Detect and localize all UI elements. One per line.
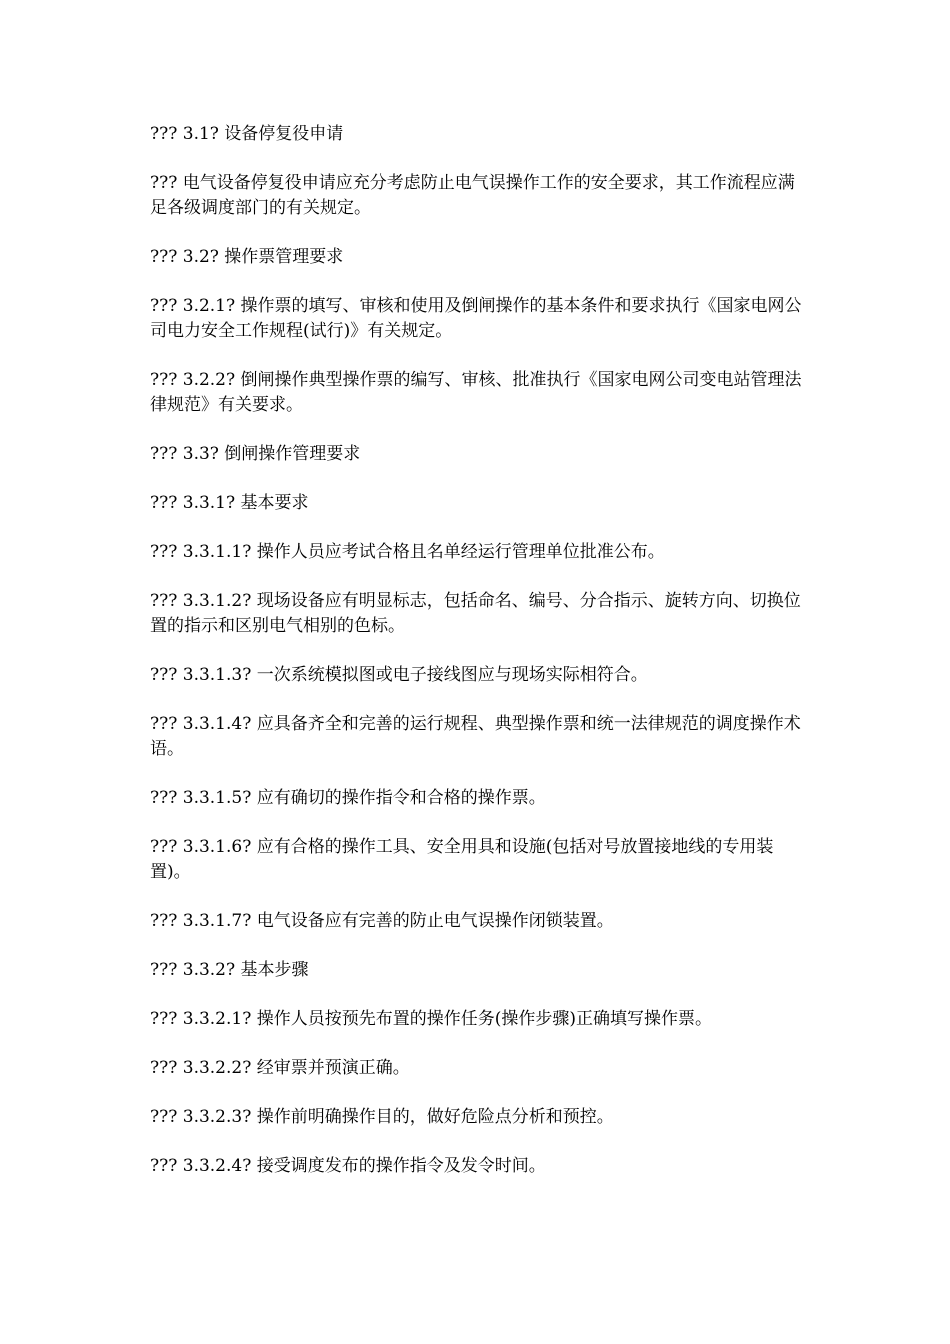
heading-3-2: ??? 3.2? 操作票管理要求 [150, 247, 344, 267]
paragraph-3-3-1-1: ??? 3.3.1.1? 操作人员应考试合格且名单经运行管理单位批准公布。 [150, 542, 665, 562]
heading-3-3: ??? 3.3? 倒闸操作管理要求 [150, 444, 361, 464]
heading-3-3-1: ??? 3.3.1? 基本要求 [150, 493, 309, 513]
paragraph-3-3-2-1: ??? 3.3.2.1? 操作人员按预先布置的操作任务(操作步骤)正确填写操作票。 [150, 1009, 713, 1029]
paragraph-3-3-1-2: ??? 3.3.1.2? 现场设备应有明显标志，包括命名、编号、分合指示、旋转方向、切换位置的指示和区别电气相别的色标。 [150, 591, 801, 636]
heading-3-3-2: ??? 3.3.2? 基本步骤 [150, 960, 309, 980]
paragraph-3-2-2: ??? 3.2.2? 倒闸操作典型操作票的编写、审核、批准执行《国家电网公司变电站管理法律规范》有关要求。 [150, 370, 802, 415]
paragraph-3-3-1-7: ??? 3.3.1.7? 电气设备应有完善的防止电气误操作闭锁装置。 [150, 911, 614, 931]
paragraph-3-1-body: ??? 电气设备停复役申请应充分考虑防止电气误操作工作的安全要求，其工作流程应满足各级调度部门的有关规定。 [150, 173, 795, 218]
paragraph-3-3-2-4: ??? 3.3.2.4? 接受调度发布的操作指令及发令时间。 [150, 1156, 546, 1176]
paragraph-3-3-1-5: ??? 3.3.1.5? 应有确切的操作指令和合格的操作票。 [150, 788, 546, 808]
heading-3-1: ??? 3.1? 设备停复役申请 [150, 124, 344, 144]
paragraph-3-3-1-6: ??? 3.3.1.6? 应有合格的操作工具、安全用具和设施(包括对号放置接地线的专用装置)。 [150, 837, 774, 882]
paragraph-3-3-1-3: ??? 3.3.1.3? 一次系统模拟图或电子接线图应与现场实际相符合。 [150, 665, 648, 685]
paragraph-3-3-1-4: ??? 3.3.1.4? 应具备齐全和完善的运行规程、典型操作票和统一法律规范的调度操作术语。 [150, 714, 801, 759]
paragraph-3-3-2-2: ??? 3.3.2.2? 经审票并预演正确。 [150, 1058, 410, 1078]
paragraph-3-2-1: ??? 3.2.1? 操作票的填写、审核和使用及倒闸操作的基本条件和要求执行《国家电网公司电力安全工作规程(试行)》有关规定。 [150, 296, 802, 341]
document-page [150, 122, 810, 1203]
paragraph-3-3-2-3: ??? 3.3.2.3? 操作前明确操作目的，做好危险点分析和预控。 [150, 1107, 614, 1127]
